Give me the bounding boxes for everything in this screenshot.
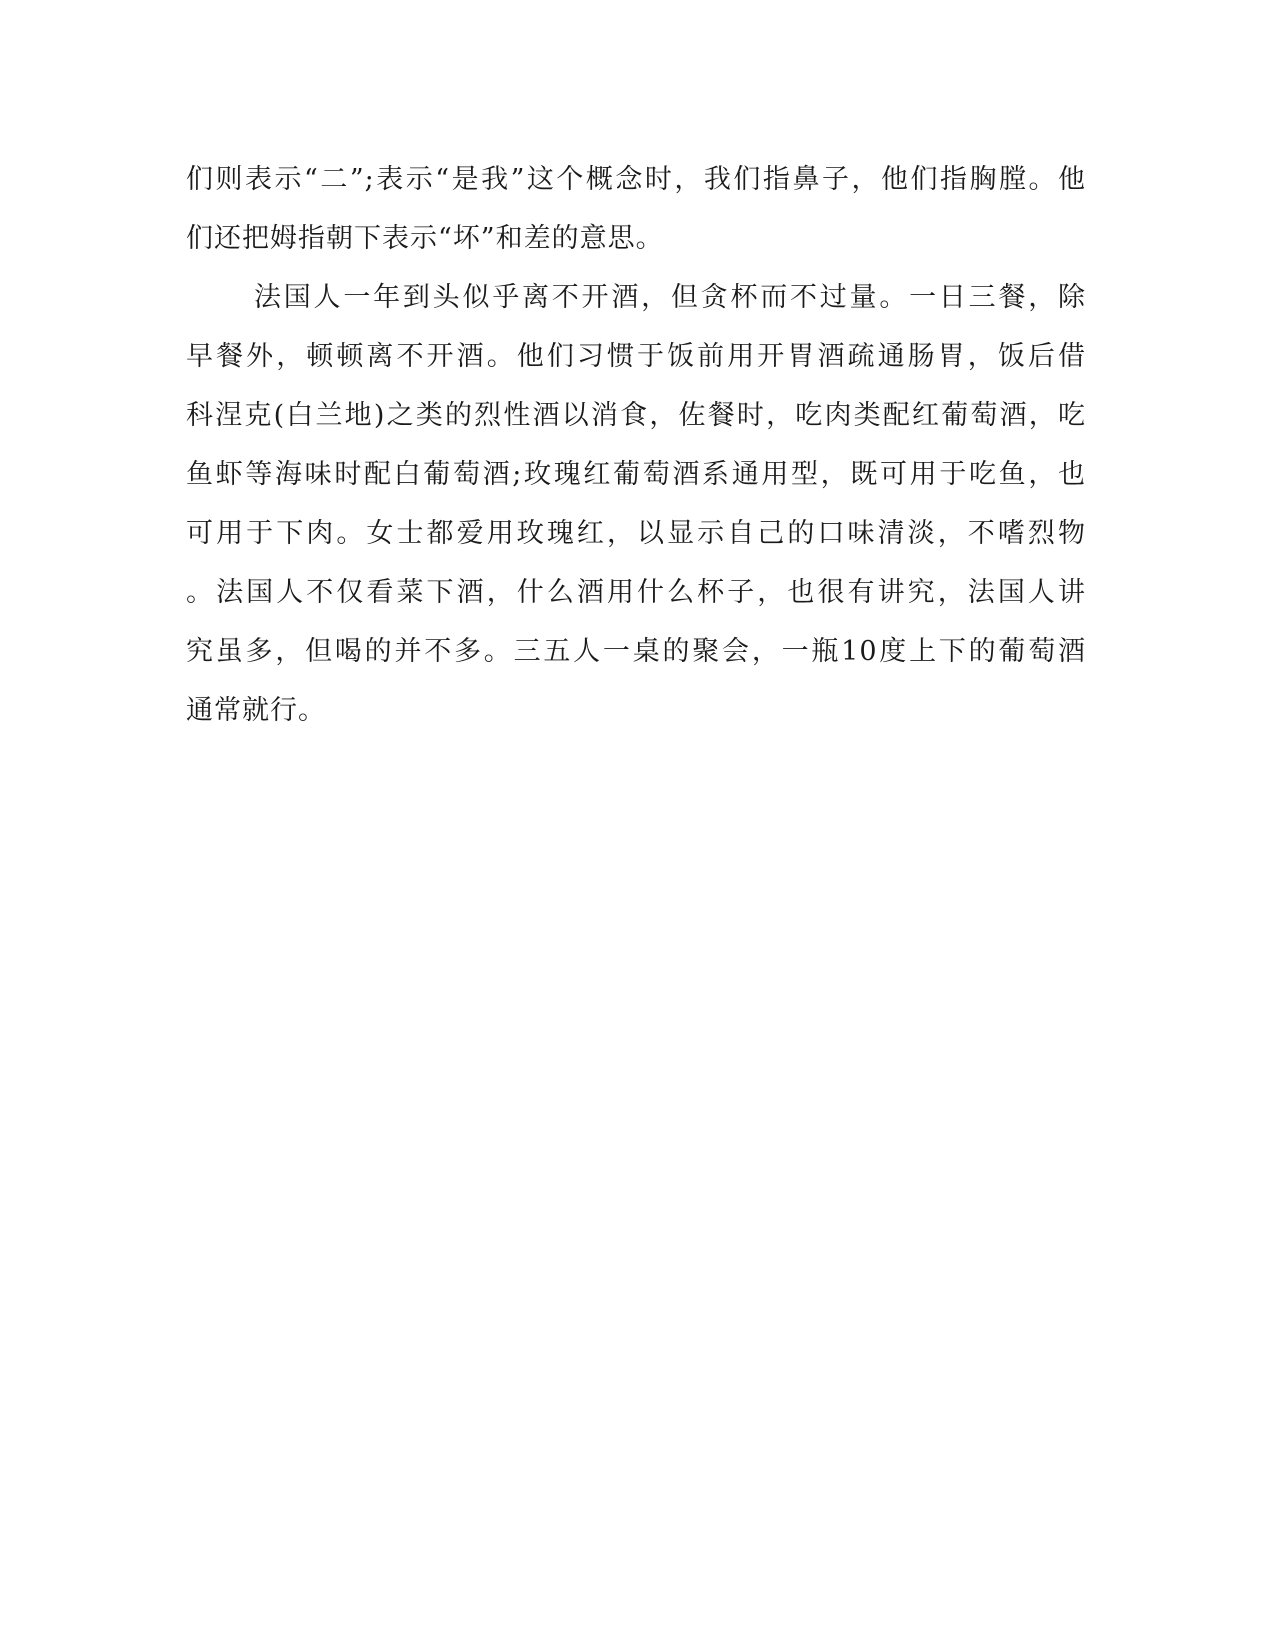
paragraph-first-line: 法国人一年到头似乎离不开酒，但贪杯而不过量。一日三餐，除 (254, 282, 1086, 313)
text-line: 可用于下肉。女士都爱用玫瑰红，以显示自己的口味清淡，不嗜烈物 (186, 518, 1086, 549)
body-text (186, 160, 1086, 750)
text-line: 们则表示“二”;表示“是我”这个概念时，我们指鼻子，他们指胸膛。他 (186, 164, 1086, 195)
text-line: 早餐外，顿顿离不开酒。他们习惯于饭前用开胃酒疏通肠胃，饭后借 (186, 341, 1086, 372)
text-line: 通常就行。 (186, 695, 326, 726)
text-line: 。法国人不仅看菜下酒，什么酒用什么杯子，也很有讲究，法国人讲 (186, 577, 1086, 608)
text-line: 究虽多，但喝的并不多。三五人一桌的聚会，一瓶10度上下的葡萄酒 (186, 636, 1086, 667)
text-line: 们还把姆指朝下表示“坏”和差的意思。 (186, 223, 664, 254)
text-line: 科涅克(白兰地)之类的烈性酒以消食，佐餐时，吃肉类配红葡萄酒，吃 (186, 400, 1086, 431)
text-line: 鱼虾等海味时配白葡萄酒;玫瑰红葡萄酒系通用型，既可用于吃鱼，也 (186, 459, 1086, 490)
